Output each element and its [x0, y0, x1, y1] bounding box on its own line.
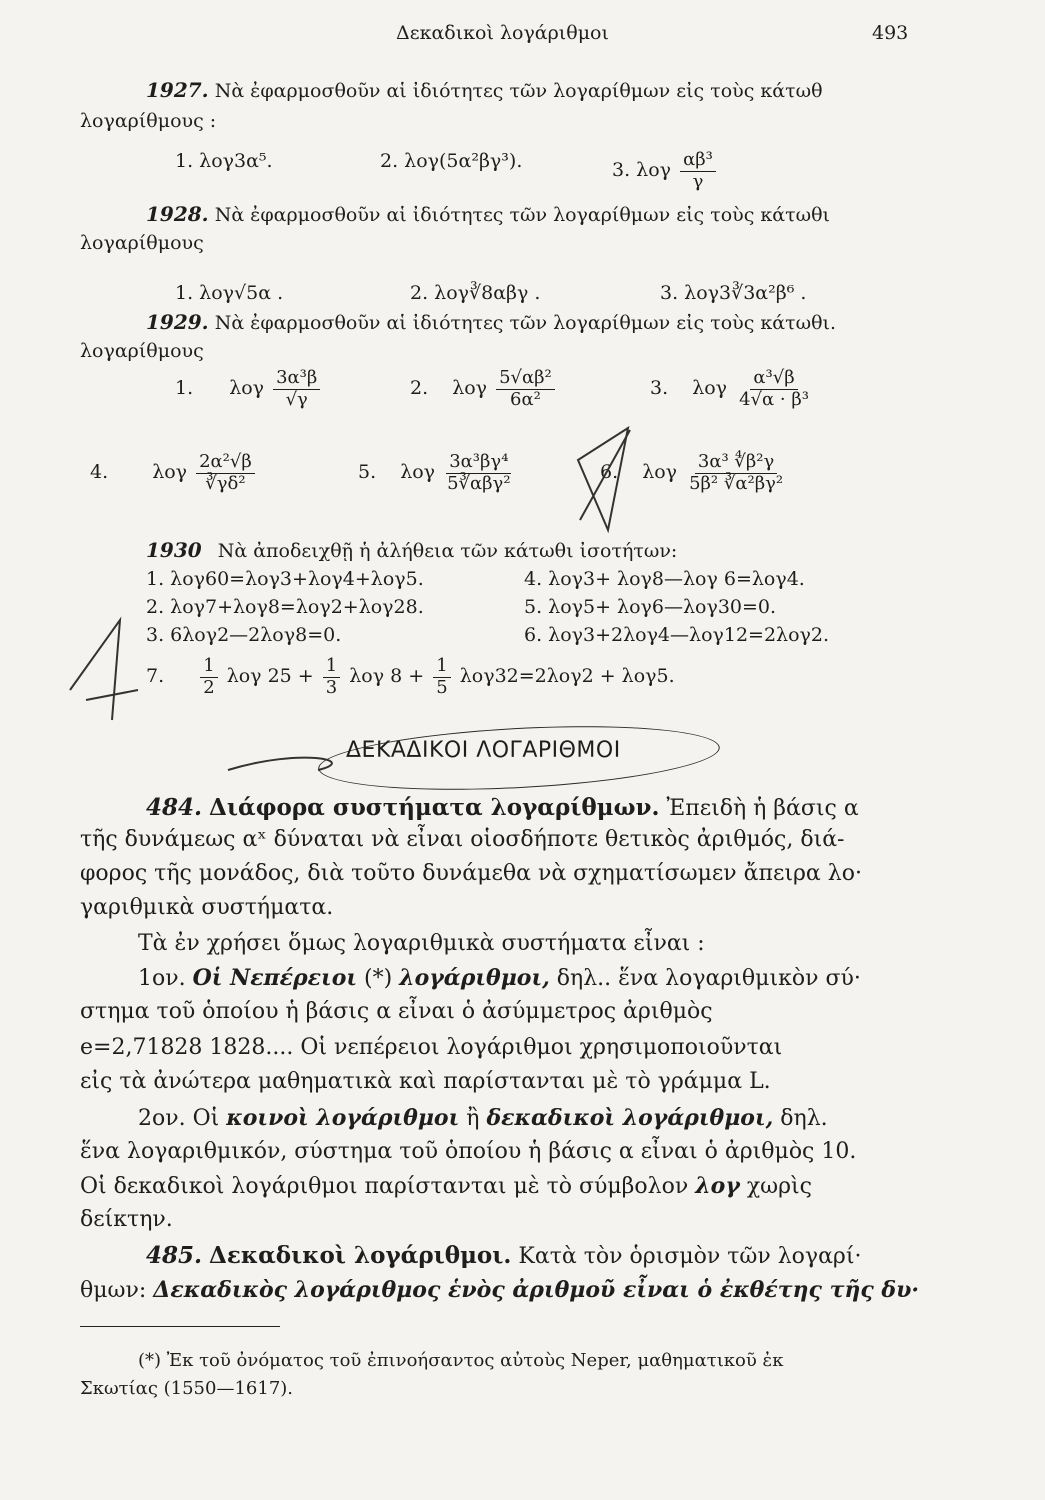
item-label: 5.: [358, 461, 377, 484]
fraction-numerator: α³√β: [750, 368, 797, 390]
footnote-rule: [80, 1326, 280, 1327]
fraction-numerator: 3α³βγ⁴: [446, 452, 511, 474]
fraction-denominator: 5∛αβγ²: [447, 472, 511, 494]
fraction-numerator: 5√αβ²: [496, 368, 555, 390]
footnote-line: Σκωτίας (1550—1617).: [80, 1378, 294, 1399]
paragraph-number: 484.: [146, 794, 203, 821]
exercise-text-continued: λογαρίθμους: [80, 232, 204, 254]
equation: 4. λογ3+ λογ8—λογ 6=λογ4.: [524, 568, 805, 590]
term-bold: δεκαδικοὶ λογάριθμοι,: [486, 1105, 774, 1131]
paragraph-number: 485.: [146, 1242, 203, 1269]
paragraph-line: [80, 1168, 812, 1205]
fraction-numerator: 2α²√β: [196, 452, 255, 474]
paragraph-line: Τὰ ἐν χρήσει ὅμως λογαριθμικὰ συστήματα εἶναι :: [138, 931, 705, 956]
exercise-text-continued: λογαρίθμους :: [80, 110, 217, 132]
item-label: 2ον. Οἱ: [138, 1106, 220, 1131]
formula-log: λογ: [229, 377, 265, 400]
paragraph-line: δείκτην.: [80, 1207, 173, 1232]
paragraph-line: τῆς δυνάμεως αˣ δύναται νὰ εἶναι οἱοσδήποτε θετικὸς ἀριθμός, διά-: [80, 827, 845, 852]
equation: 5. λογ5+ λογ6—λογ30=0.: [524, 596, 777, 618]
fraction-denominator: 4√α · β³: [739, 388, 809, 410]
equation-part: λογ 8 +: [349, 665, 425, 688]
paragraph-text: δηλ.: [780, 1106, 828, 1131]
paragraph-line: [138, 960, 861, 997]
equation: 3. 6λογ2—2λογ8=0.: [146, 624, 342, 646]
fraction-numerator: 1: [200, 656, 217, 678]
fraction-denominator: 5: [436, 676, 448, 698]
pen-mark-swoosh: [228, 758, 332, 770]
paragraph-text: ἢ: [466, 1106, 480, 1131]
fraction-denominator: 6α²: [510, 388, 541, 410]
item-label: 2.: [410, 377, 429, 400]
fraction-numerator: 1: [433, 656, 450, 678]
term-bold: λογ: [695, 1173, 740, 1199]
item-label: 1ον.: [138, 966, 186, 991]
paragraph-485-heading: [146, 1238, 861, 1275]
formula-item: 1. λογ3α⁵.: [175, 150, 273, 172]
exercise-number: 1928.: [146, 202, 209, 226]
fraction-numerator: 3α³β: [273, 368, 320, 390]
equation: 1. λογ60=λογ3+λογ4+λογ5.: [146, 568, 424, 590]
equation-part: λογ 25 +: [226, 665, 314, 688]
formula-log: λογ: [452, 377, 488, 400]
exercise-text: Νὰ ἐφαρμοσθοῦν αἱ ἰδιότητες τῶν λογαρίθμων εἰς τοὺς κάτωθι.: [214, 312, 837, 334]
footnote-line: (*) Ἐκ τοῦ ὀνόματος τοῦ ἐπινοήσαντος αὐτοὺς Neper, μαθηματικοῦ ἐκ: [138, 1350, 784, 1371]
paragraph-text: Οἱ δεκαδικοὶ λογάριθμοι παρίστανται μὲ τὸ σύμβολον: [80, 1174, 689, 1199]
exercise-text: Νὰ ἀποδειχθῇ ἡ ἀλήθεια τῶν κάτωθι ἰσοτήτων:: [217, 540, 678, 562]
equation: 6. λογ3+2λογ4—λογ12=2λογ2.: [524, 624, 830, 646]
item-label: 7.: [146, 665, 165, 688]
exercise-text-continued: λογαρίθμους: [80, 340, 204, 362]
fraction-denominator: 5β² ∛α²βγ²: [689, 472, 784, 494]
item-label: 3.: [650, 377, 669, 400]
formula-item: 3. λογ3∛3α²β⁶ .: [660, 282, 807, 304]
page-number: 493: [872, 22, 909, 44]
item-label: 4.: [90, 461, 109, 484]
paragraph-line: φορος τῆς μονάδος, διὰ τοῦτο δυνάμεθα νὰ σχηματίσωμεν ἄπειρα λο·: [80, 861, 862, 886]
exercise-number: 1927.: [146, 78, 209, 102]
fraction-numerator: αβ³: [680, 150, 716, 172]
term-bold: Δεκαδικὸς λογάριθμος ἑνὸς ἀριθμοῦ εἶναι ὁ ἐκθέτης τῆς δυ·: [153, 1277, 920, 1303]
term-bold: κοινοὶ λογάριθμοι: [226, 1105, 460, 1131]
fraction-denominator: 3: [325, 676, 338, 698]
fraction-denominator: √γ: [285, 388, 308, 410]
paragraph-text: δηλ.. ἕνα λογαριθμικὸν σύ·: [556, 966, 861, 991]
fraction-denominator: 2: [203, 676, 215, 698]
formula-log: λογ: [642, 461, 678, 484]
formula-item: 2. λογ∛8αβγ .: [410, 282, 541, 304]
term-bold: Οἱ Νεπέρειοι: [192, 965, 358, 991]
exercise-number: 1929.: [146, 310, 209, 334]
running-title: Δεκαδικοὶ λογάριθμοι: [396, 22, 609, 44]
section-title: ΔΕΚΑΔΙΚΟΙ ΛΟΓΑΡΙΘΜΟΙ: [346, 738, 621, 763]
paragraph-text: Ἐπειδὴ ἡ βάσις α: [666, 796, 859, 821]
exercise-text: Νὰ ἐφαρμοσθοῦν αἱ ἰδιότητες τῶν λογαρίθμων εἰς τοὺς κάτωθ: [214, 80, 823, 102]
paragraph-heading: Δεκαδικοὶ λογάριθμοι.: [209, 1242, 512, 1269]
paragraph-line: στημα τοῦ ὁποίου ἡ βάσις α εἶναι ὁ ἀσύμμετρος ἀριθμὸς: [80, 999, 713, 1024]
paragraph-line: [80, 1272, 919, 1309]
paragraph-line: ἕνα λογαριθμικόν, σύστημα τοῦ ὁποίου ἡ βάσις α εἶναι ὁ ἀριθμὸς 10.: [80, 1139, 857, 1164]
exercise-text: Νὰ ἐφαρμοσθοῦν αἱ ἰδιότητες τῶν λογαρίθμων εἰς τοὺς κάτωθι: [214, 204, 830, 226]
paragraph-line: γαριθμικὰ συστήματα.: [80, 895, 334, 920]
paragraph-heading: Διάφορα συστήματα λογαρίθμων.: [209, 794, 660, 821]
exercise-number: 1930: [146, 538, 202, 562]
fraction-denominator: ∛γδ²: [205, 472, 246, 494]
fraction-numerator: 3α³ ∜β²γ: [695, 452, 777, 474]
formula-item: 1. λογ√5α .: [175, 282, 284, 304]
pen-mark-four: [70, 620, 138, 720]
paragraph-line: [138, 1100, 828, 1137]
formula-log: λογ: [152, 461, 188, 484]
fraction-denominator: γ: [692, 170, 704, 192]
item-label: 6.: [600, 461, 619, 484]
item-label: 1.: [175, 377, 194, 400]
paragraph-text: χωρὶς: [746, 1174, 812, 1199]
term-bold: λογάριθμοι,: [399, 965, 550, 991]
equation: 2. λογ7+λογ8=λογ2+λογ28.: [146, 596, 424, 618]
footnote-ref: (*): [364, 966, 393, 991]
formula-log: λογ: [400, 461, 436, 484]
formula-log: 3. λογ: [612, 159, 672, 182]
formula-log: λογ: [692, 377, 728, 400]
fraction-numerator: 1: [323, 656, 340, 678]
equation-part: λογ32=2λογ2 + λογ5.: [459, 665, 675, 688]
paragraph-text: Κατὰ τὸν ὁρισμὸν τῶν λογαρί·: [518, 1244, 862, 1269]
formula-item: 2. λογ(5α²βγ³).: [380, 150, 523, 172]
paragraph-line: εἰς τὰ ἀνώτερα μαθηματικὰ καὶ παρίστανται μὲ τὸ γράμμα L.: [80, 1069, 771, 1094]
paragraph-line: e=2,71828 1828.... Οἱ νεπέρειοι λογάριθμοι χρησιμοποιοῦνται: [80, 1035, 783, 1060]
paragraph-text: θμων:: [80, 1278, 147, 1303]
